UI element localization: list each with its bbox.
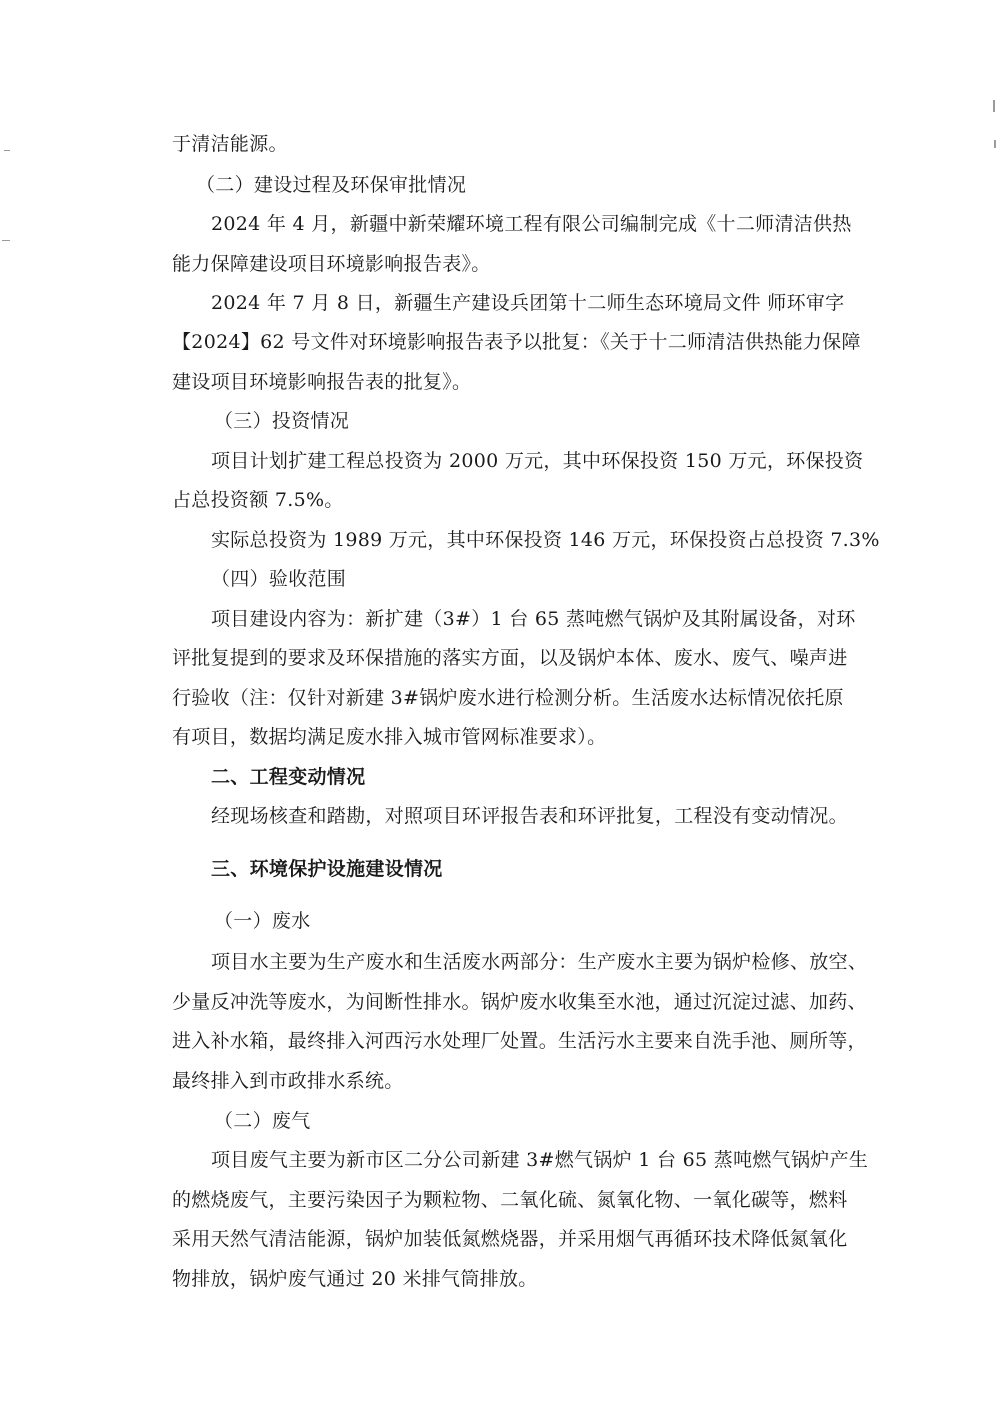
text-line: 的燃烧废气，主要污染因子为颗粒物、二氧化硫、氮氧化物、一氧化碳等，燃料	[172, 1189, 848, 1211]
scan-mark	[4, 150, 10, 151]
scan-mark	[993, 100, 995, 112]
section-heading: （二）废气	[214, 1110, 311, 1132]
text-line: 能力保障建设项目环境影响报告表》。	[172, 253, 491, 275]
section-heading: （二）建设过程及环保审批情况	[196, 174, 467, 196]
text-line: 项目建设内容为：新扩建（3#）1 台 65 蒸吨燃气锅炉及其附属设备，对环	[211, 608, 856, 630]
text-line: 实际总投资为 1989 万元，其中环保投资 146 万元，环保投资占总投资 7.3%	[211, 529, 880, 551]
text-line: 有项目，数据均满足废水排入城市管网标准要求）。	[172, 726, 607, 748]
section-heading: （四）验收范围	[211, 568, 347, 590]
text-line: 2024 年 4 月，新疆中新荣耀环境工程有限公司编制完成《十二师清洁供热	[211, 213, 852, 235]
text-line: 经现场核查和踏勘，对照项目环评报告表和环评批复，工程没有变动情况。	[211, 805, 848, 827]
text-line: 最终排入到市政排水系统。	[172, 1070, 404, 1092]
text-line: 建设项目环境影响报告表的批复》。	[172, 371, 472, 393]
section-heading: （三）投资情况	[214, 410, 350, 432]
text-line: 占总投资额 7.5%。	[172, 489, 344, 511]
scan-mark	[2, 240, 10, 241]
text-line: 进入补水箱，最终排入河西污水处理厂处置。生活污水主要来自洗手池、厕所等，	[172, 1030, 867, 1052]
text-line: 评批复提到的要求及环保措施的落实方面，以及锅炉本体、废水、废气、噪声进	[172, 647, 848, 669]
text-line: 项目废气主要为新市区二分公司新建 3#燃气锅炉 1 台 65 蒸吨燃气锅炉产生	[211, 1149, 869, 1171]
text-line: 于清洁能源。	[172, 133, 288, 155]
section-heading: 三、环境保护设施建设情况	[211, 858, 443, 880]
section-heading: 二、工程变动情况	[211, 766, 366, 788]
text-line: 【2024】62 号文件对环境影响报告表予以批复：《关于十二师清洁供热能力保障	[172, 331, 861, 353]
text-line: 物排放，锅炉废气通过 20 米排气筒排放。	[172, 1268, 538, 1290]
section-heading: （一）废水	[214, 910, 311, 932]
text-line: 采用天然气清洁能源，锅炉加装低氮燃烧器，并采用烟气再循环技术降低氮氧化	[172, 1228, 848, 1250]
text-line: 项目水主要为生产废水和生活废水两部分：生产废水主要为锅炉检修、放空、	[211, 951, 868, 973]
text-line: 行验收（注：仅针对新建 3#锅炉废水进行检测分析。生活废水达标情况依托原	[172, 687, 844, 709]
scan-mark	[994, 140, 996, 148]
text-line: 少量反冲洗等废水，为间断性排水。锅炉废水收集至水池，通过沉淀过滤、加药、	[172, 991, 867, 1013]
text-line: 项目计划扩建工程总投资为 2000 万元，其中环保投资 150 万元，环保投资	[211, 450, 864, 472]
text-line: 2024 年 7 月 8 日，新疆生产建设兵团第十二师生态环境局文件 师环审字	[211, 292, 845, 314]
